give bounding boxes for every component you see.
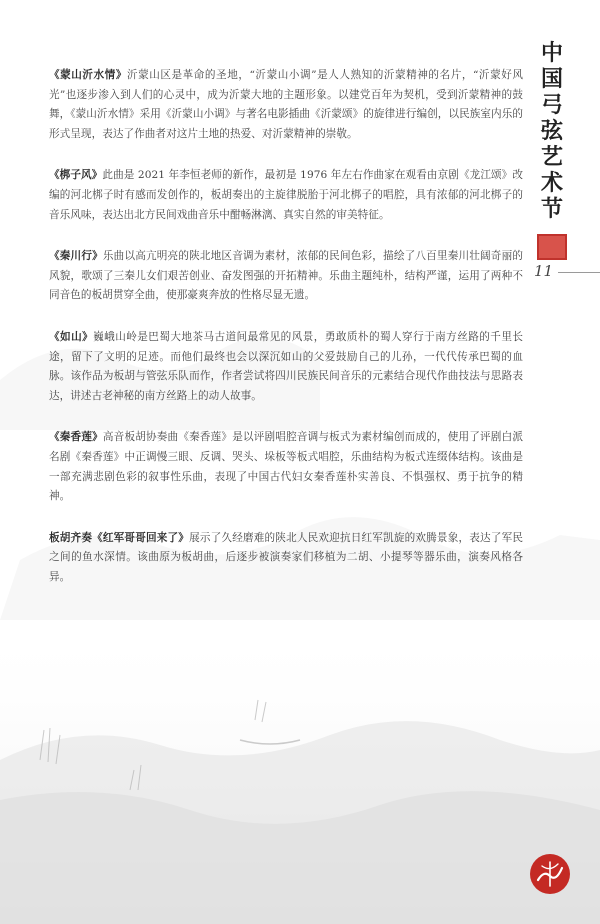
title-char: 弦 [540, 118, 563, 144]
piece-description: 巍峨山岭是巴蜀大地茶马古道间最常见的风景，勇敢质朴的蜀人穿行于南方丝路的千里长途，留下了文明的足迹。而他们最终也会以深沉如山的父爱鼓励自己的儿孙，一代代传承巴蜀的血脉。该作品为板胡与管弦乐队而作，作者尝试将四川民族民间音乐的元素结合现代作曲技法与思路表达，讲述古老神秘的南方丝路上的动人故事。 [49, 330, 524, 402]
program-note [49, 66, 523, 144]
piece-description: 乐曲以高亢明亮的陕北地区音调为素材，浓郁的民间色彩，描绘了八百里秦川壮阔奇丽的风貌，歌颂了三秦儿女们艰苦创业、奋发图强的开拓精神。乐曲主题纯朴，结构严谨，运用了两种不同音色的板胡贯穿全曲，使那豪爽奔放的性格尽显无遗。 [49, 250, 524, 302]
program-note [49, 428, 523, 506]
title-char: 中 [540, 40, 563, 66]
program-note [49, 166, 523, 225]
title-char: 弓 [540, 92, 563, 118]
piece-title: 《秦香莲》 [49, 431, 103, 444]
festival-logo-icon [528, 852, 572, 896]
red-seal-stamp [537, 234, 567, 260]
program-note [49, 247, 523, 306]
program-notes [49, 66, 523, 609]
festival-title-vertical [532, 40, 572, 260]
program-note [49, 529, 523, 588]
piece-title: 板胡齐奏《红军哥哥回来了》 [49, 531, 190, 544]
piece-description: 高音板胡协奏曲《秦香莲》是以评剧唱腔音调与板式为素材编创而成的，使用了评剧白派名剧《秦香莲》中正调慢三眼、反调、哭头、垛板等板式唱腔，乐曲结构为板式连缀体结构。该曲是一部充满悲剧色彩的叙事性乐曲，表现了中国古代妇女秦香莲朴实善良、不惧强权、勇于抗争的精神。 [49, 431, 524, 503]
page-number-block [528, 262, 600, 282]
piece-title: 《蒙山沂水情》 [49, 69, 127, 81]
piece-title: 《如山》 [49, 330, 94, 343]
piece-description: 此曲是 2021 年李恒老师的新作，最初是 1976 年左右作曲家在观看由京剧《龙江颂》改编的河北梆子时有感而发创作的，板胡奏出的主旋律脱胎于河北梆子的唱腔，具有浓郁的河北梆子的音乐风味，表达出北方民间戏曲音乐中酣畅淋漓、真实自然的审美特征。 [49, 169, 524, 221]
piece-title: 《秦川行》 [49, 250, 103, 263]
title-char: 国 [540, 66, 563, 92]
page-number-rule [558, 272, 600, 273]
piece-description: 沂蒙山区是革命的圣地，“沂蒙山小调”是人人熟知的沂蒙精神的名片，“沂蒙好风光”也逐步渗入到人们的心灵中，成为沂蒙大地的主题形象。以建党百年为契机，受到沂蒙精神的鼓舞，《蒙山沂水情》采用《沂蒙山小调》与著名电影插曲《沂蒙颂》的旋律进行编创，以民族室内乐的形式呈现，表达了作曲者对这片土地的热爱、对沂蒙精神的崇敬。 [49, 69, 523, 140]
title-char: 术 [540, 170, 563, 196]
title-char: 节 [540, 196, 563, 222]
piece-description: 展示了久经磨难的陕北人民欢迎抗日红军凯旋的欢腾景象，表达了军民之间的鱼水深情。该曲原为板胡曲，后逐步被演奏家们移植为二胡、小提琴等器乐曲，演奏风格各异。 [49, 531, 524, 583]
program-note [49, 328, 523, 406]
piece-title: 《梆子风》 [49, 169, 103, 182]
page-number: 11 [534, 262, 554, 280]
title-char: 艺 [540, 144, 563, 170]
